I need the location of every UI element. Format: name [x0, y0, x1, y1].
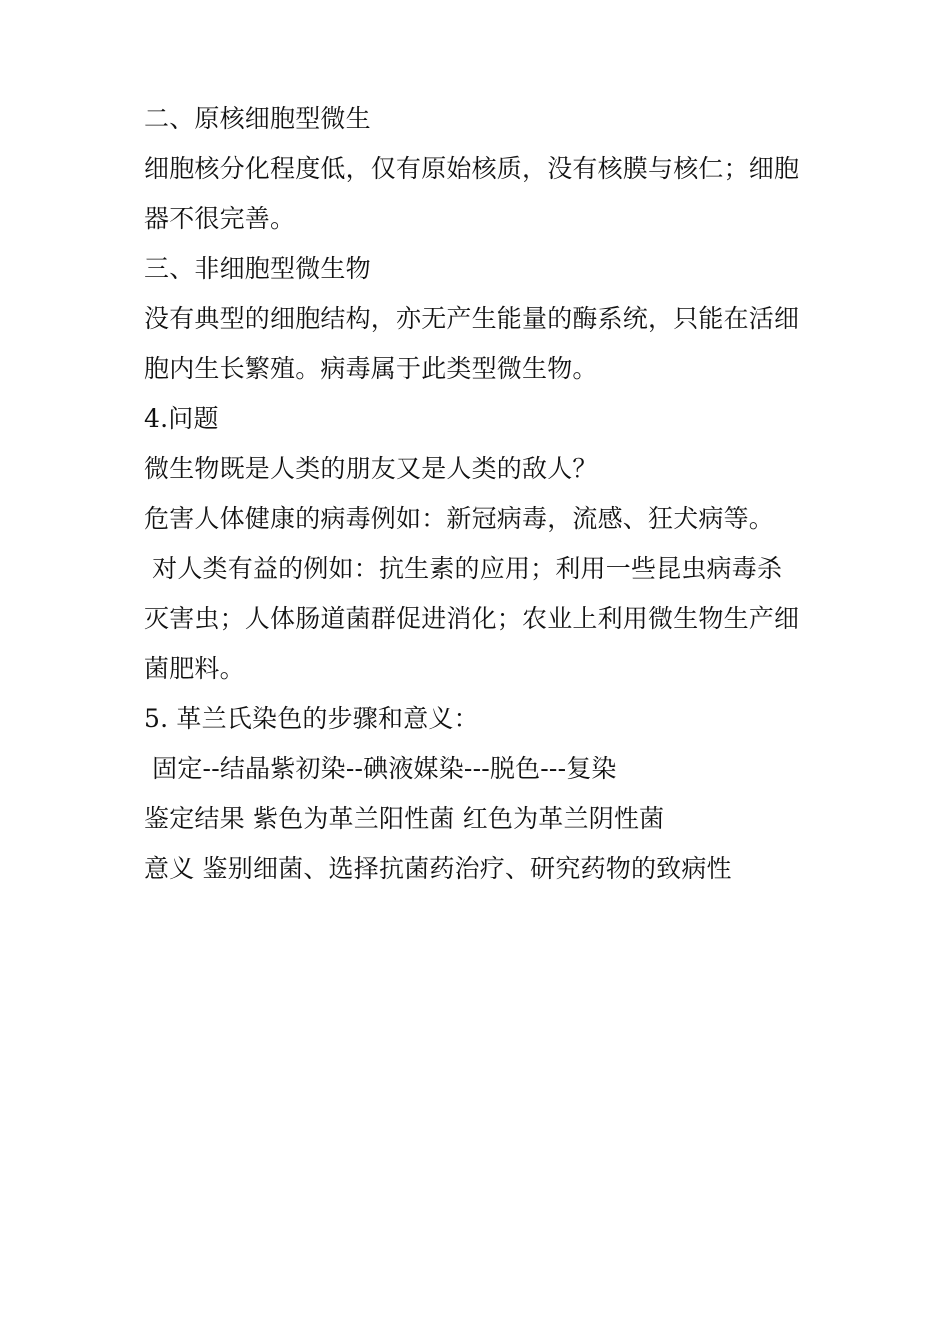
section-heading-acellular: 三、非细胞型微生物 — [144, 254, 371, 283]
section-heading-gram-stain: 5. 革兰氏染色的步骤和意义： — [144, 704, 479, 733]
paragraph-line: 器不很完善。 — [144, 204, 296, 233]
paragraph-line: 没有典型的细胞结构，亦无产生能量的酶系统，只能在活细 — [144, 304, 800, 333]
paragraph-line: 鉴定结果 紫色为革兰阳性菌 红色为革兰阴性菌 — [144, 804, 665, 833]
paragraph-line: 对人类有益的例如：抗生素的应用；利用一些昆虫病毒杀 — [144, 554, 783, 583]
paragraph-line: 胞内生长繁殖。病毒属于此类型微生物。 — [144, 354, 598, 383]
paragraph-line: 意义 鉴别细菌、选择抗菌药治疗、研究药物的致病性 — [144, 854, 732, 883]
paragraph-line: 微生物既是人类的朋友又是人类的敌人？ — [144, 454, 598, 483]
section-heading-prokaryotic: 二、原核细胞型微生 — [144, 104, 371, 133]
paragraph-line: 危害人体健康的病毒例如：新冠病毒，流感、狂犬病等。 — [144, 504, 775, 533]
paragraph-line: 固定--结晶紫初染--碘液媒染---脱色---复染 — [144, 754, 617, 783]
paragraph-line: 细胞核分化程度低，仅有原始核质，没有核膜与核仁；细胞 — [144, 154, 800, 183]
paragraph-line: 灭害虫；人体肠道菌群促进消化；农业上利用微生物生产细 — [144, 604, 800, 633]
document-content — [144, 94, 824, 894]
section-heading-question: 4.问题 — [144, 404, 219, 433]
paragraph-line: 菌肥料。 — [144, 654, 245, 683]
